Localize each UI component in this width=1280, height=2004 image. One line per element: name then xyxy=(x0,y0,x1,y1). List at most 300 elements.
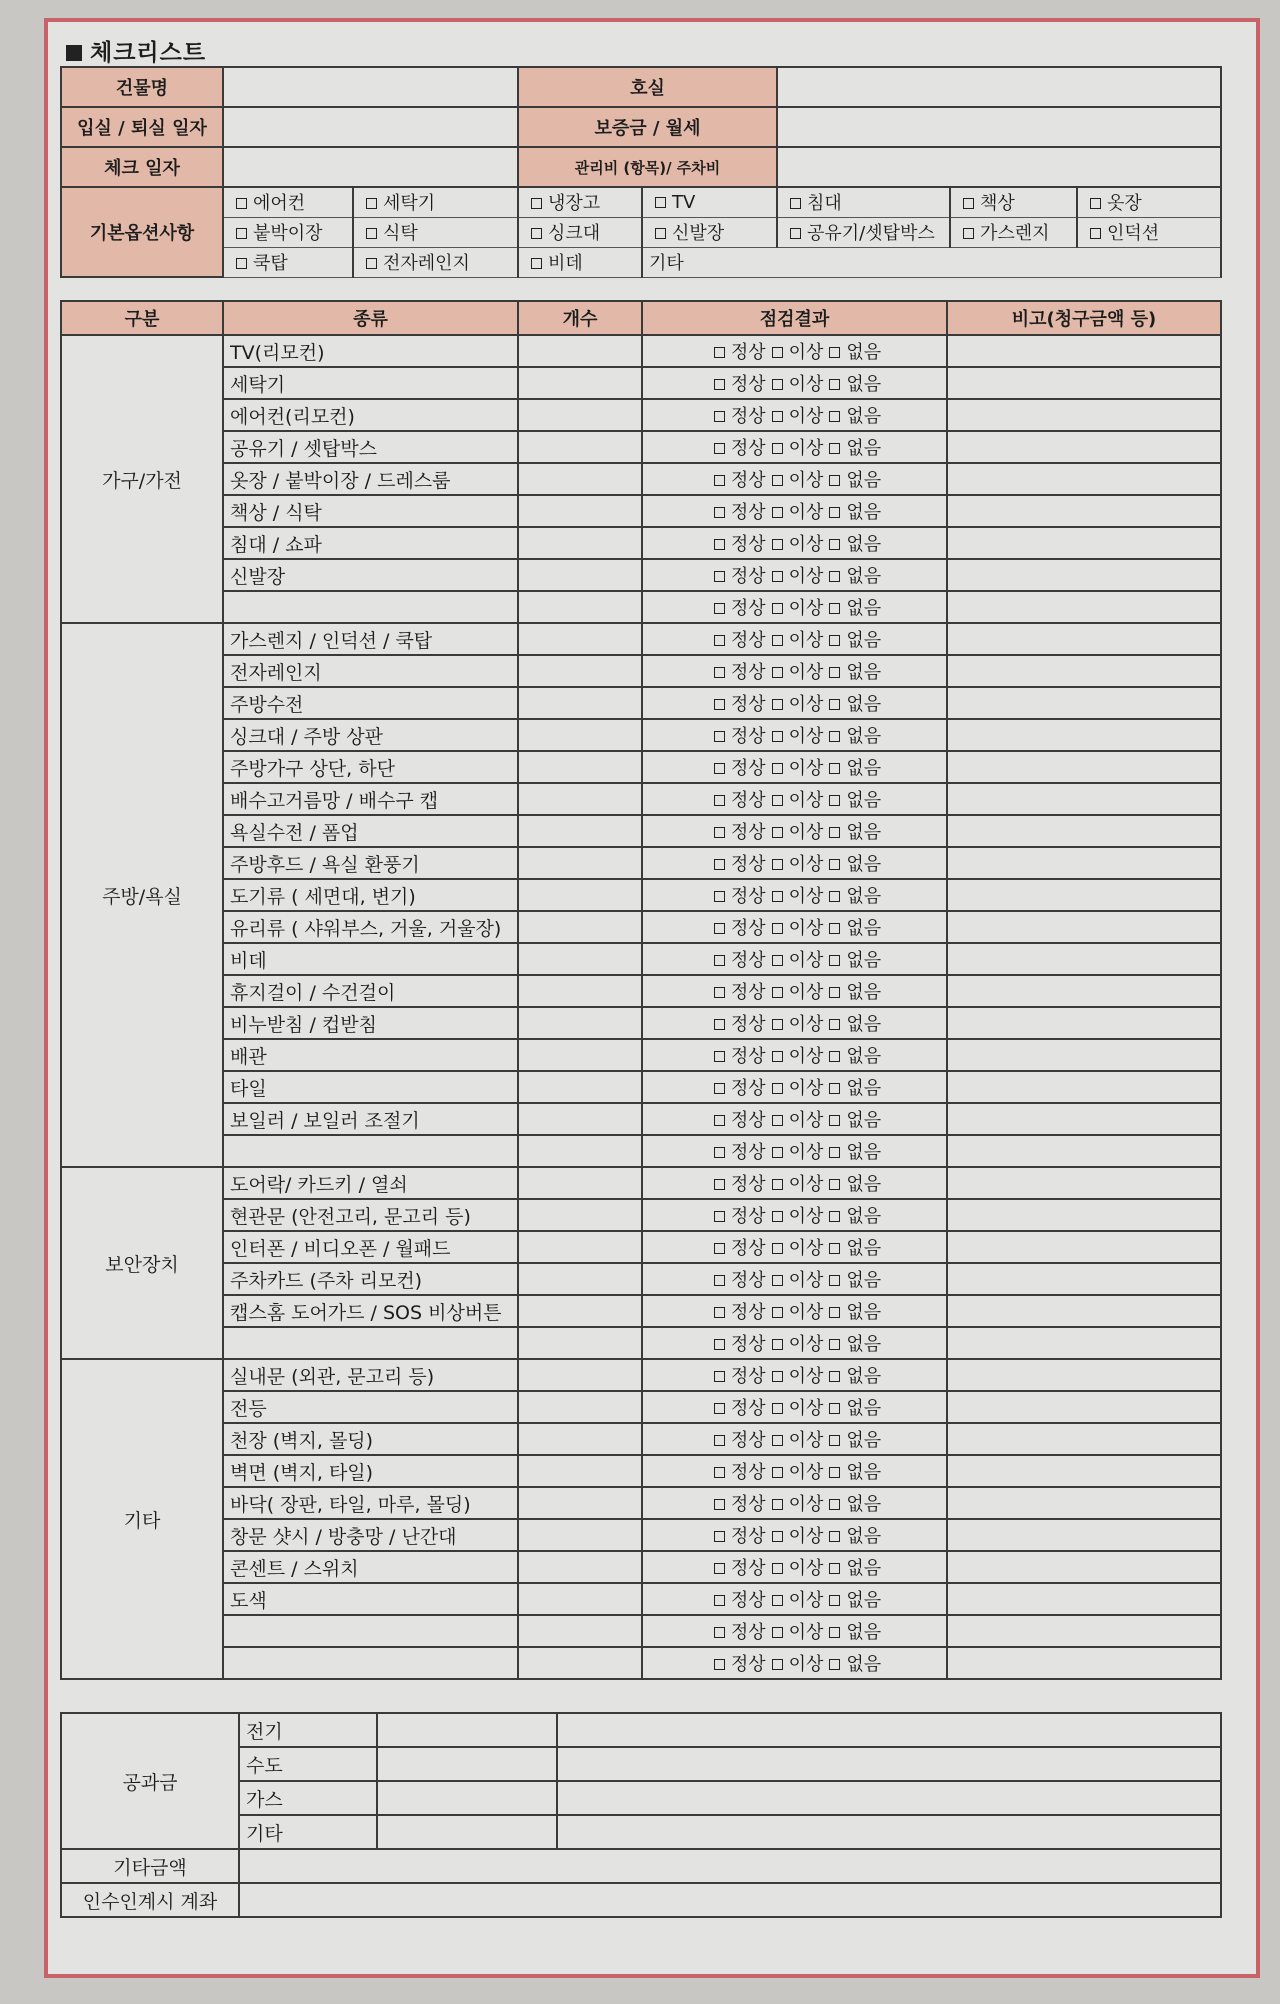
checkbox-icon[interactable] xyxy=(714,1467,725,1478)
count-field[interactable] xyxy=(518,847,642,879)
checkbox-icon[interactable] xyxy=(829,1627,840,1638)
checkbox-icon[interactable] xyxy=(772,1275,783,1286)
checkbox-icon[interactable] xyxy=(829,923,840,934)
checkbox-icon[interactable] xyxy=(714,1435,725,1446)
checkbox-icon[interactable] xyxy=(829,1051,840,1062)
result-option-label: 정상 xyxy=(730,534,766,555)
utility-note-field[interactable] xyxy=(557,1781,1221,1815)
checkbox-icon[interactable] xyxy=(772,539,783,550)
checkbox-icon[interactable] xyxy=(829,1595,840,1606)
checklist-row xyxy=(61,495,1221,527)
note-field[interactable] xyxy=(947,1007,1221,1039)
checkbox-icon[interactable] xyxy=(829,1243,840,1254)
checkbox-icon[interactable] xyxy=(772,1627,783,1638)
checklist-row xyxy=(61,1423,1221,1455)
note-field[interactable] xyxy=(947,335,1221,367)
utility-amount-field[interactable] xyxy=(377,1747,557,1781)
checkbox-icon[interactable] xyxy=(772,1467,783,1478)
checkbox-icon[interactable] xyxy=(714,955,725,966)
count-field[interactable] xyxy=(518,1487,642,1519)
note-field[interactable] xyxy=(947,1135,1221,1167)
header-table xyxy=(60,66,1222,278)
checkbox-icon[interactable] xyxy=(829,859,840,870)
count-field[interactable] xyxy=(518,1295,642,1327)
room-field[interactable] xyxy=(777,67,1221,107)
option-checkbox-2-1[interactable] xyxy=(223,217,353,247)
checkbox-icon[interactable] xyxy=(829,571,840,582)
option-checkbox-3-4[interactable] xyxy=(642,247,1221,277)
count-field[interactable] xyxy=(518,399,642,431)
option-checkbox-2-3[interactable] xyxy=(518,217,642,247)
checkbox-icon[interactable] xyxy=(772,1595,783,1606)
count-field[interactable] xyxy=(518,1263,642,1295)
checkbox-icon[interactable] xyxy=(714,1211,725,1222)
note-field[interactable] xyxy=(947,1583,1221,1615)
checkbox-icon[interactable] xyxy=(714,731,725,742)
checkbox-icon[interactable] xyxy=(714,891,725,902)
checkbox-icon[interactable] xyxy=(714,859,725,870)
checkbox-icon[interactable] xyxy=(829,1339,840,1350)
checkbox-icon[interactable] xyxy=(714,1531,725,1542)
checkbox-icon[interactable] xyxy=(714,1307,725,1318)
deposit-field[interactable] xyxy=(777,107,1221,147)
result-option-label: 이상 xyxy=(788,1430,824,1451)
checkbox-icon[interactable] xyxy=(829,1147,840,1158)
note-field[interactable] xyxy=(947,1231,1221,1263)
count-field[interactable] xyxy=(518,1583,642,1615)
note-field[interactable] xyxy=(947,655,1221,687)
checkbox-icon[interactable] xyxy=(829,443,840,454)
column-header-type: 종류 xyxy=(223,301,518,335)
utility-note-field[interactable] xyxy=(557,1747,1221,1781)
option-label: TV xyxy=(672,191,696,213)
note-field[interactable] xyxy=(947,623,1221,655)
count-field[interactable] xyxy=(518,1103,642,1135)
option-checkbox-2-5[interactable] xyxy=(777,217,950,247)
option-checkbox-1-4[interactable] xyxy=(642,187,777,217)
note-field[interactable] xyxy=(947,847,1221,879)
checkbox-icon[interactable] xyxy=(829,667,840,678)
result-option-label: 이상 xyxy=(788,854,824,875)
note-field[interactable] xyxy=(947,367,1221,399)
note-field[interactable] xyxy=(947,1263,1221,1295)
checklist-row xyxy=(61,1135,1221,1167)
note-field[interactable] xyxy=(947,1423,1221,1455)
count-field[interactable] xyxy=(518,367,642,399)
checkbox-icon[interactable] xyxy=(714,667,725,678)
note-field[interactable] xyxy=(947,1167,1221,1199)
checkbox-icon[interactable] xyxy=(772,795,783,806)
checkbox-icon[interactable] xyxy=(829,1115,840,1126)
note-field[interactable] xyxy=(947,1551,1221,1583)
checkbox-icon[interactable] xyxy=(772,923,783,934)
checklist-row xyxy=(61,527,1221,559)
checkbox-icon[interactable] xyxy=(829,763,840,774)
utility-note-field[interactable] xyxy=(557,1815,1221,1849)
count-field[interactable] xyxy=(518,335,642,367)
checkbox-icon[interactable] xyxy=(772,731,783,742)
item-name: 보일러 / 보일러 조절기 xyxy=(223,1103,518,1135)
checkbox-icon[interactable] xyxy=(772,443,783,454)
checkbox-icon[interactable] xyxy=(714,1243,725,1254)
checkbox-icon[interactable] xyxy=(829,955,840,966)
checkbox-icon[interactable] xyxy=(829,1467,840,1478)
checkbox-icon[interactable] xyxy=(714,1563,725,1574)
item-name: 천장 (벽지, 몰딩) xyxy=(223,1423,518,1455)
checkbox-icon[interactable] xyxy=(829,1179,840,1190)
count-field[interactable] xyxy=(518,1135,642,1167)
note-field[interactable] xyxy=(947,1455,1221,1487)
checkbox-icon[interactable] xyxy=(714,379,725,390)
result-cell xyxy=(642,783,947,815)
count-field[interactable] xyxy=(518,1039,642,1071)
checkbox-icon[interactable] xyxy=(714,1019,725,1030)
checkbox-icon[interactable] xyxy=(829,539,840,550)
note-field[interactable] xyxy=(947,1615,1221,1647)
checkbox-icon[interactable] xyxy=(772,955,783,966)
option-checkbox-1-1[interactable] xyxy=(223,187,353,217)
option-checkbox-3-3[interactable] xyxy=(518,247,642,277)
option-label: 냉장고 xyxy=(548,193,601,215)
note-field[interactable] xyxy=(947,1295,1221,1327)
checkbox-icon[interactable] xyxy=(772,1563,783,1574)
checkbox-icon[interactable] xyxy=(829,795,840,806)
checkbox-icon[interactable] xyxy=(772,827,783,838)
checkbox-icon[interactable] xyxy=(772,1499,783,1510)
checkbox-icon xyxy=(366,228,377,239)
count-field[interactable] xyxy=(518,975,642,1007)
note-field[interactable] xyxy=(947,719,1221,751)
checklist-row xyxy=(61,1295,1221,1327)
checkbox-icon[interactable] xyxy=(714,507,725,518)
checkbox-icon[interactable] xyxy=(829,699,840,710)
checkbox-icon[interactable] xyxy=(772,1403,783,1414)
result-option-label: 정상 xyxy=(730,726,766,747)
checkbox-icon[interactable] xyxy=(829,603,840,614)
note-field[interactable] xyxy=(947,1487,1221,1519)
checkbox-icon[interactable] xyxy=(772,699,783,710)
checkbox-icon[interactable] xyxy=(829,1307,840,1318)
fee-field[interactable] xyxy=(777,147,1221,187)
utility-amount-field[interactable] xyxy=(377,1781,557,1815)
option-checkbox-1-6[interactable] xyxy=(950,187,1077,217)
item-name: 캡스홈 도어가드 / SOS 비상버튼 xyxy=(223,1295,518,1327)
checkbox-icon[interactable] xyxy=(772,1115,783,1126)
checkbox-icon[interactable] xyxy=(772,603,783,614)
checkbox-icon[interactable] xyxy=(772,1307,783,1318)
checkbox-icon[interactable] xyxy=(829,475,840,486)
note-field[interactable] xyxy=(947,1327,1221,1359)
option-checkbox-2-6[interactable] xyxy=(950,217,1077,247)
result-option-label: 이상 xyxy=(788,1206,824,1227)
note-field[interactable] xyxy=(947,527,1221,559)
result-option-label: 이상 xyxy=(788,1622,824,1643)
note-field[interactable] xyxy=(947,1199,1221,1231)
result-option-label: 정상 xyxy=(730,1334,766,1355)
result-option-label: 이상 xyxy=(788,1462,824,1483)
option-checkbox-3-1[interactable] xyxy=(223,247,353,277)
checkbox-icon[interactable] xyxy=(714,827,725,838)
count-field[interactable] xyxy=(518,1551,642,1583)
checkbox-icon[interactable] xyxy=(829,411,840,422)
count-field[interactable] xyxy=(518,719,642,751)
count-field[interactable] xyxy=(518,911,642,943)
checkbox-icon[interactable] xyxy=(714,347,725,358)
count-field[interactable] xyxy=(518,1199,642,1231)
option-checkbox-1-7[interactable] xyxy=(1077,187,1221,217)
count-field[interactable] xyxy=(518,1519,642,1551)
checkbox-icon[interactable] xyxy=(714,1403,725,1414)
transfer-account-field[interactable] xyxy=(239,1883,1221,1917)
checkbox-icon[interactable] xyxy=(829,1275,840,1286)
checkbox-icon[interactable] xyxy=(714,443,725,454)
checkbox-icon[interactable] xyxy=(714,795,725,806)
result-option-label: 없음 xyxy=(846,1014,882,1035)
count-field[interactable] xyxy=(518,655,642,687)
checkbox-icon[interactable] xyxy=(772,507,783,518)
result-cell xyxy=(642,527,947,559)
count-field[interactable] xyxy=(518,1647,642,1679)
result-option-label: 정상 xyxy=(730,1430,766,1451)
count-field[interactable] xyxy=(518,431,642,463)
count-field[interactable] xyxy=(518,815,642,847)
note-field[interactable] xyxy=(947,975,1221,1007)
note-field[interactable] xyxy=(947,591,1221,623)
result-option-label: 없음 xyxy=(846,1174,882,1195)
count-field[interactable] xyxy=(518,559,642,591)
checklist-row xyxy=(61,1647,1221,1679)
checkbox-icon[interactable] xyxy=(772,411,783,422)
deposit-label: 보증금 / 월세 xyxy=(518,107,777,147)
option-checkbox-2-4[interactable] xyxy=(642,217,777,247)
checkbox-icon[interactable] xyxy=(829,1083,840,1094)
option-label: 식탁 xyxy=(383,223,418,244)
option-checkbox-2-7[interactable] xyxy=(1077,217,1221,247)
count-field[interactable] xyxy=(518,751,642,783)
note-field[interactable] xyxy=(947,783,1221,815)
checkbox-icon[interactable] xyxy=(714,1083,725,1094)
option-checkbox-1-3[interactable] xyxy=(518,187,642,217)
checkbox-icon[interactable] xyxy=(829,1435,840,1446)
note-field[interactable] xyxy=(947,943,1221,975)
checkbox-icon[interactable] xyxy=(714,1627,725,1638)
checkbox-icon[interactable] xyxy=(714,923,725,934)
count-field[interactable] xyxy=(518,495,642,527)
checkbox-icon[interactable] xyxy=(714,763,725,774)
checkbox-icon[interactable] xyxy=(829,827,840,838)
checkbox-icon[interactable] xyxy=(714,539,725,550)
check-date-field[interactable] xyxy=(223,147,518,187)
checkbox-icon[interactable] xyxy=(714,603,725,614)
result-option-label: 정상 xyxy=(730,1302,766,1323)
note-field[interactable] xyxy=(947,1391,1221,1423)
count-field[interactable] xyxy=(518,623,642,655)
utility-note-field[interactable] xyxy=(557,1713,1221,1747)
note-field[interactable] xyxy=(947,431,1221,463)
result-cell xyxy=(642,975,947,1007)
checkbox-icon[interactable] xyxy=(829,731,840,742)
checklist-row xyxy=(61,623,1221,655)
checkbox-icon[interactable] xyxy=(772,571,783,582)
checkbox-icon[interactable] xyxy=(772,347,783,358)
checkbox-icon[interactable] xyxy=(772,1339,783,1350)
count-field[interactable] xyxy=(518,591,642,623)
item-name: 전자레인지 xyxy=(223,655,518,687)
checklist-row xyxy=(61,1199,1221,1231)
result-cell xyxy=(642,335,947,367)
note-field[interactable] xyxy=(947,751,1221,783)
checkbox-icon[interactable] xyxy=(714,699,725,710)
option-checkbox-1-5[interactable] xyxy=(777,187,950,217)
note-field[interactable] xyxy=(947,687,1221,719)
utility-amount-field[interactable] xyxy=(377,1713,557,1747)
count-field[interactable] xyxy=(518,879,642,911)
checkbox-icon[interactable] xyxy=(829,507,840,518)
option-checkbox-2-2[interactable] xyxy=(353,217,518,247)
count-field[interactable] xyxy=(518,1007,642,1039)
checkbox-icon[interactable] xyxy=(772,1179,783,1190)
checkbox-icon[interactable] xyxy=(772,1371,783,1382)
result-option-label: 정상 xyxy=(730,1046,766,1067)
checkbox-icon[interactable] xyxy=(772,475,783,486)
checkbox-icon[interactable] xyxy=(829,347,840,358)
count-field[interactable] xyxy=(518,1071,642,1103)
checkbox-icon[interactable] xyxy=(772,1051,783,1062)
count-field[interactable] xyxy=(518,1423,642,1455)
checkbox-icon[interactable] xyxy=(772,1531,783,1542)
result-option-label: 정상 xyxy=(730,1110,766,1131)
checkbox-icon[interactable] xyxy=(772,763,783,774)
checkbox-icon[interactable] xyxy=(772,1243,783,1254)
checkbox-icon[interactable] xyxy=(772,1659,783,1670)
note-field[interactable] xyxy=(947,1519,1221,1551)
result-option-label: 없음 xyxy=(846,982,882,1003)
result-option-label: 없음 xyxy=(846,918,882,939)
checkbox-icon[interactable] xyxy=(829,1659,840,1670)
checkbox-icon[interactable] xyxy=(772,1211,783,1222)
checkbox-icon[interactable] xyxy=(829,379,840,390)
checkbox-icon[interactable] xyxy=(772,859,783,870)
checkbox-icon[interactable] xyxy=(714,1179,725,1190)
item-name: 도색 xyxy=(223,1583,518,1615)
checkbox-icon[interactable] xyxy=(772,1083,783,1094)
other-amount-field[interactable] xyxy=(239,1849,1221,1883)
checklist-row xyxy=(61,783,1221,815)
option-label: 신발장 xyxy=(672,223,725,244)
checkbox-icon[interactable] xyxy=(772,891,783,902)
other-amount-row xyxy=(61,1849,1221,1883)
note-field[interactable] xyxy=(947,879,1221,911)
count-field[interactable] xyxy=(518,687,642,719)
checkbox-icon[interactable] xyxy=(829,1403,840,1414)
note-field[interactable] xyxy=(947,495,1221,527)
checkbox-icon[interactable] xyxy=(829,635,840,646)
option-checkbox-1-2[interactable] xyxy=(353,187,518,217)
count-field[interactable] xyxy=(518,1615,642,1647)
option-checkbox-3-2[interactable] xyxy=(353,247,518,277)
note-field[interactable] xyxy=(947,911,1221,943)
checkbox-icon[interactable] xyxy=(714,475,725,486)
result-cell xyxy=(642,1167,947,1199)
checkbox-icon[interactable] xyxy=(714,571,725,582)
result-option-label: 이상 xyxy=(788,406,824,427)
checkbox-icon[interactable] xyxy=(714,1051,725,1062)
result-option-label: 정상 xyxy=(730,406,766,427)
checkbox-icon[interactable] xyxy=(772,987,783,998)
count-field[interactable] xyxy=(518,527,642,559)
checklist-row xyxy=(61,687,1221,719)
checkbox-icon[interactable] xyxy=(772,1147,783,1158)
checkbox-icon[interactable] xyxy=(714,1275,725,1286)
count-field[interactable] xyxy=(518,783,642,815)
note-field[interactable] xyxy=(947,1039,1221,1071)
checkbox-icon[interactable] xyxy=(714,1115,725,1126)
checkbox-icon[interactable] xyxy=(772,667,783,678)
checkbox-icon[interactable] xyxy=(714,635,725,646)
checkbox-icon[interactable] xyxy=(829,1019,840,1030)
count-field[interactable] xyxy=(518,1327,642,1359)
movein-date-field[interactable] xyxy=(223,107,518,147)
note-field[interactable] xyxy=(947,399,1221,431)
checkbox-icon[interactable] xyxy=(714,987,725,998)
checkbox-icon[interactable] xyxy=(714,1595,725,1606)
utility-amount-field[interactable] xyxy=(377,1815,557,1849)
count-field[interactable] xyxy=(518,1359,642,1391)
checkbox-icon[interactable] xyxy=(714,411,725,422)
item-name xyxy=(223,591,518,623)
checklist-row xyxy=(61,1551,1221,1583)
checkbox-icon[interactable] xyxy=(829,1499,840,1510)
checkbox-icon[interactable] xyxy=(772,635,783,646)
checkbox-icon[interactable] xyxy=(772,1019,783,1030)
checkbox-icon[interactable] xyxy=(714,1499,725,1510)
note-field[interactable] xyxy=(947,1647,1221,1679)
checkbox-icon[interactable] xyxy=(714,1659,725,1670)
checkbox-icon[interactable] xyxy=(714,1371,725,1382)
note-field[interactable] xyxy=(947,559,1221,591)
count-field[interactable] xyxy=(518,1391,642,1423)
checkbox-icon[interactable] xyxy=(772,379,783,390)
checkbox-icon[interactable] xyxy=(829,1371,840,1382)
item-name: 바닥( 장판, 타일, 마루, 몰딩) xyxy=(223,1487,518,1519)
checkbox-icon[interactable] xyxy=(829,1531,840,1542)
checkbox-icon[interactable] xyxy=(772,1435,783,1446)
note-field[interactable] xyxy=(947,1071,1221,1103)
note-field[interactable] xyxy=(947,1103,1221,1135)
checkbox-icon xyxy=(790,228,801,239)
count-field[interactable] xyxy=(518,943,642,975)
count-field[interactable] xyxy=(518,1455,642,1487)
building-name-field[interactable] xyxy=(223,67,518,107)
result-option-label: 이상 xyxy=(788,1174,824,1195)
checkbox-icon[interactable] xyxy=(829,891,840,902)
note-field[interactable] xyxy=(947,463,1221,495)
checkbox-icon[interactable] xyxy=(829,987,840,998)
result-cell xyxy=(642,1295,947,1327)
note-field[interactable] xyxy=(947,815,1221,847)
checkbox-icon[interactable] xyxy=(714,1147,725,1158)
item-name: 콘센트 / 스위치 xyxy=(223,1551,518,1583)
count-field[interactable] xyxy=(518,1231,642,1263)
item-name: 휴지걸이 / 수건걸이 xyxy=(223,975,518,1007)
checkbox-icon[interactable] xyxy=(714,1339,725,1350)
checkbox-icon[interactable] xyxy=(829,1211,840,1222)
count-field[interactable] xyxy=(518,463,642,495)
checkbox-icon[interactable] xyxy=(829,1563,840,1574)
count-field[interactable] xyxy=(518,1167,642,1199)
checklist-row xyxy=(61,1039,1221,1071)
note-field[interactable] xyxy=(947,1359,1221,1391)
